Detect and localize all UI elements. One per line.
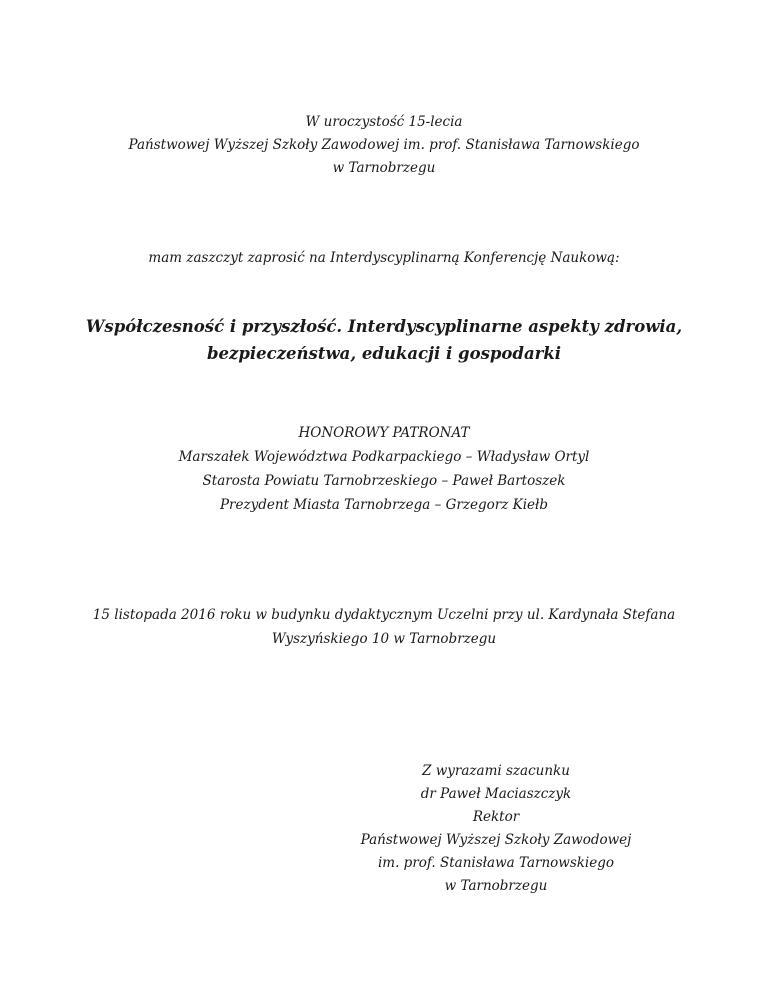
patronage-block (0, 421, 768, 517)
signature-institution-line-3: w Tarnobrzegu (444, 878, 548, 894)
conference-title-line-1: Współczesność i przyszłość. Interdyscyplinarne aspekty zdrowia, (85, 317, 683, 336)
signature-block (336, 760, 656, 898)
event-line-date-place: 15 listopada 2016 roku w budynku dydaktycznym Uczelni przy ul. Kardynała Stefana (92, 607, 676, 623)
signature-closing: Z wyrazami szacunku (422, 763, 570, 779)
patron-item: Starosta Powiatu Tarnobrzeskiego – Paweł Bartoszek (202, 473, 566, 489)
conference-title (0, 313, 768, 367)
signature-name: dr Paweł Maciaszczyk (420, 786, 572, 802)
event-details (0, 603, 768, 651)
signature-institution-line-1: Państwowej Wyższej Szkoły Zawodowej (360, 832, 632, 848)
signature-role: Rektor (472, 809, 520, 825)
intro-line-institution: Państwowej Wyższej Szkoły Zawodowej im. prof. Stanisława Tarnowskiego (128, 137, 640, 153)
signature-institution-line-2: im. prof. Stanisława Tarnowskiego (377, 855, 615, 871)
intro-block (0, 111, 768, 180)
invite-text: mam zaszczyt zaprosić na Interdyscyplinarną Konferencję Naukową: (148, 250, 620, 266)
patron-item: Prezydent Miasta Tarnobrzega – Grzegorz Kiełb (219, 497, 549, 513)
event-line-address: Wyszyńskiego 10 w Tarnobrzegu (271, 631, 497, 647)
conference-title-line-2: bezpieczeństwa, edukacji i gospodarki (206, 344, 562, 363)
patron-item: Marszałek Województwa Podkarpackiego – Władysław Ortyl (178, 449, 590, 465)
intro-line-occasion: W uroczystość 15-lecia (305, 114, 463, 130)
patronage-heading: HONOROWY PATRONAT (298, 425, 470, 441)
intro-line-city: w Tarnobrzegu (332, 160, 436, 176)
invite-block (0, 247, 768, 270)
